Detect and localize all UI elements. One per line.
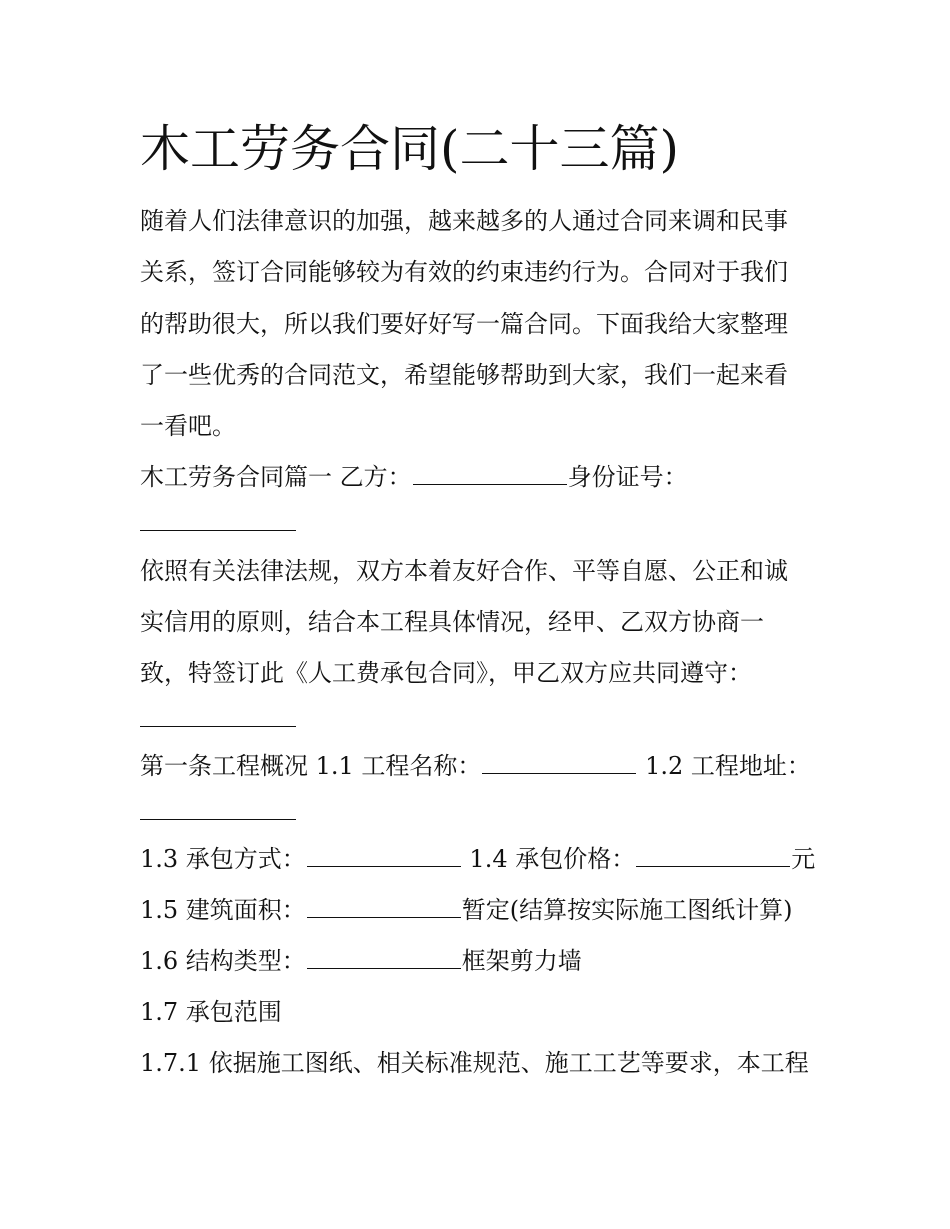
currency-unit: 元 <box>791 845 816 873</box>
intro-line-3: 的帮助很大，所以我们要好好写一篇合同。下面我给大家整理 <box>140 310 788 338</box>
basis-line-3: 致，特签订此《人工费承包合同》，甲乙双方应共同遵守： <box>140 659 752 687</box>
contract-method-blank <box>307 844 461 867</box>
item-1-7-line: 1.7 承包范围 <box>140 998 282 1026</box>
party-label: 木工劳务合同篇一 乙方： <box>140 463 412 491</box>
contract-method-label: 1.3 承包方式： <box>140 845 306 873</box>
article-1-line <box>140 750 811 782</box>
item-1-5-line <box>140 894 793 926</box>
document-title: 木工劳务合同(二十三篇) <box>140 120 680 178</box>
item-1-7-1-line: 1.7.1 依据施工图纸、相关标准规范、施工工艺等要求，本工程 <box>140 1049 809 1077</box>
basis-line-1: 依照有关法律法规，双方本着友好合作、平等自愿、公正和诚 <box>140 557 788 585</box>
basis-line-2: 实信用的原则，结合本工程具体情况，经甲、乙双方协商一 <box>140 608 764 636</box>
project-address-blank <box>140 818 296 820</box>
party-b-blank <box>413 462 567 485</box>
party-line <box>140 461 688 493</box>
id-number-blank <box>140 529 296 531</box>
building-area-blank <box>307 895 461 918</box>
id-number-label: 身份证号： <box>567 463 688 491</box>
intro-line-5: 一看吧。 <box>140 412 236 440</box>
structure-type-label: 1.6 结构类型： <box>140 947 306 975</box>
item-1-6-line <box>140 945 582 977</box>
intro-line-2: 关系，签订合同能够较为有效的约束违约行为。合同对于我们 <box>140 258 788 286</box>
building-area-label: 1.5 建筑面积： <box>140 896 306 924</box>
basis-blank <box>140 725 296 727</box>
project-name-label: 第一条工程概况 1.1 工程名称： <box>140 752 482 780</box>
intro-line-4: 了一些优秀的合同范文，希望能够帮助到大家，我们一起来看 <box>140 361 788 389</box>
structure-type-blank <box>307 946 461 969</box>
item-1-3-line <box>140 843 815 875</box>
project-name-blank <box>482 751 636 774</box>
contract-price-blank <box>636 844 790 867</box>
building-area-note: 暂定(结算按实际施工图纸计算) <box>461 896 793 924</box>
structure-type-value: 框架剪力墙 <box>461 947 582 975</box>
intro-line-1: 随着人们法律意识的加强，越来越多的人通过合同来调和民事 <box>140 207 788 235</box>
project-address-label: 1.2 工程地址： <box>637 752 811 780</box>
contract-price-label: 1.4 承包价格： <box>461 845 636 873</box>
